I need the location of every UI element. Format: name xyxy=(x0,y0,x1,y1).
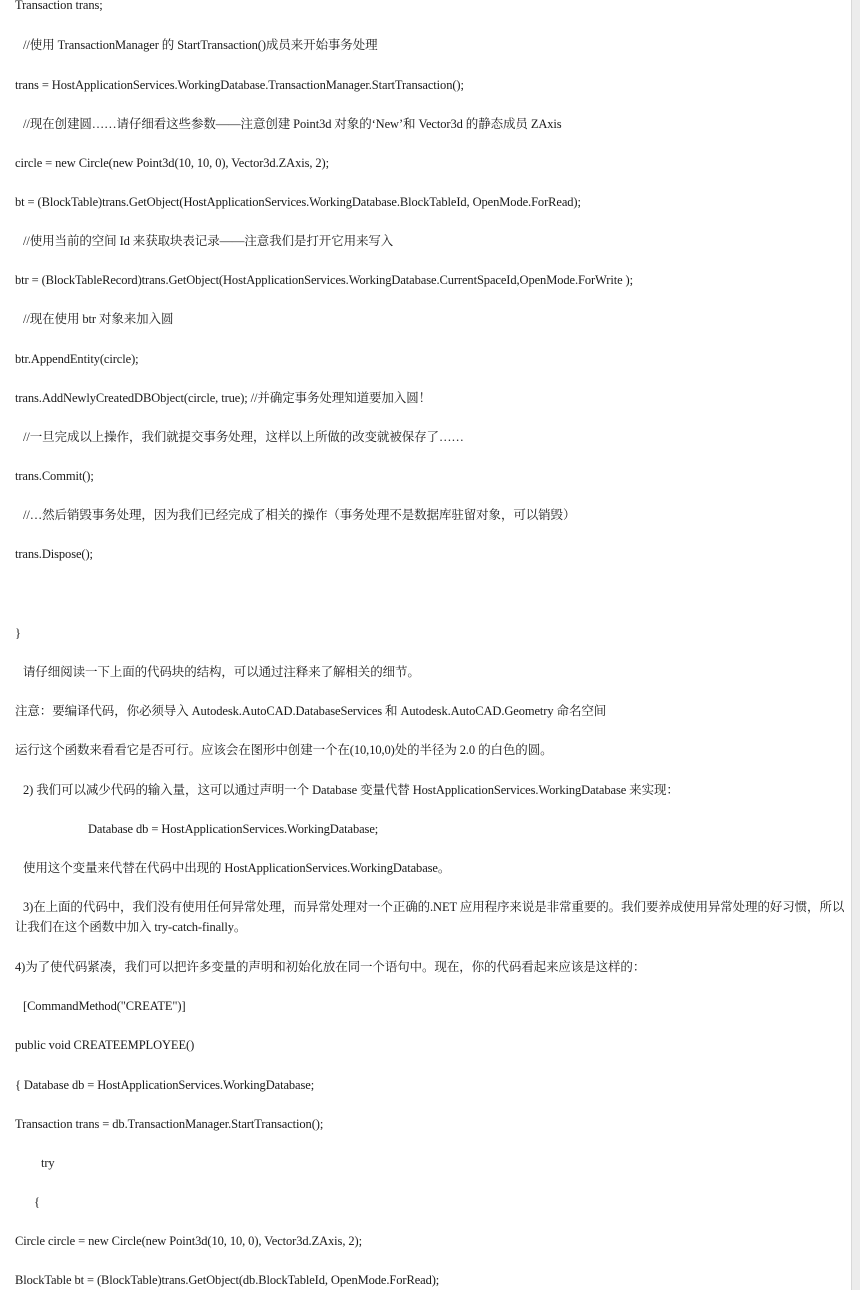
code-comment: //使用 TransactionManager 的 StartTransaction()成员来开始事务处理 xyxy=(23,38,378,52)
code-line: bt = (BlockTable)trans.GetObject(HostApplicationServices.WorkingDatabase.BlockTableId, OpenMode.ForRead); xyxy=(15,195,581,209)
code-line: trans = HostApplicationServices.WorkingDatabase.TransactionManager.StartTransaction(); xyxy=(15,78,464,92)
code-line: Transaction trans = db.TransactionManager.StartTransaction(); xyxy=(15,1117,324,1131)
code-line: try xyxy=(41,1156,55,1170)
code-comment: //一旦完成以上操作，我们就提交事务处理，这样以上所做的改变就被保存了…… xyxy=(23,430,464,444)
step-paragraph: 3)在上面的代码中，我们没有使用任何异常处理，而异常处理对一个正确的.NET 应用程序来说是非常重要的。我们要养成使用异常处理的好习惯，所以让我们在这个函数中加入 try-catch-finally。 xyxy=(15,900,845,934)
code-line: btr = (BlockTableRecord)trans.GetObject(HostApplicationServices.WorkingDatabase.CurrentSpaceId,OpenMode.ForWrite ); xyxy=(15,273,633,287)
body-text: 请仔细阅读一下上面的代码块的结构，可以通过注释来了解相关的细节。 xyxy=(23,665,420,679)
code-line: btr.AppendEntity(circle); xyxy=(15,352,139,366)
code-line: trans.Commit(); xyxy=(15,469,94,483)
code-comment: //使用当前的空间 Id 来获取块表记录——注意我们是打开它用来写入 xyxy=(23,234,394,248)
note-text: 注意：要编译代码，你必须导入 Autodesk.AutoCAD.DatabaseServices 和 Autodesk.AutoCAD.Geometry 命名空间 xyxy=(15,704,607,718)
code-line: { Database db = HostApplicationServices.WorkingDatabase; xyxy=(15,1078,315,1092)
code-line: Transaction trans; xyxy=(15,0,103,12)
code-line: BlockTable bt = (BlockTable)trans.GetObject(db.BlockTableId, OpenMode.ForRead); xyxy=(15,1273,440,1287)
code-line: } xyxy=(15,626,21,640)
code-line: Database db = HostApplicationServices.WorkingDatabase; xyxy=(88,822,379,836)
scrollbar[interactable] xyxy=(851,0,860,1290)
code-line: Circle circle = new Circle(new Point3d(10, 10, 0), Vector3d.ZAxis, 2); xyxy=(15,1234,362,1248)
code-line: { xyxy=(34,1195,40,1209)
code-line: trans.AddNewlyCreatedDBObject(circle, true); //并确定事务处理知道要加入圆！ xyxy=(15,391,432,405)
code-comment: //现在使用 btr 对象来加入圆 xyxy=(23,312,174,326)
step-text: 4)为了使代码紧凑，我们可以把许多变量的声明和初始化放在同一个语句中。现在，你的代码看起来应该是这样的： xyxy=(15,960,646,974)
code-line: circle = new Circle(new Point3d(10, 10, 0), Vector3d.ZAxis, 2); xyxy=(15,156,329,170)
step-text: 2) 我们可以减少代码的输入量，这可以通过声明一个 Database 变量代替 HostApplicationServices.WorkingDatabase 来实现： xyxy=(23,783,679,797)
code-line: trans.Dispose(); xyxy=(15,547,93,561)
body-text: 使用这个变量来代替在代码中出现的 HostApplicationServices.WorkingDatabase。 xyxy=(23,861,451,875)
code-line: [CommandMethod("CREATE")] xyxy=(23,999,186,1013)
code-line: public void CREATEEMPLOYEE() xyxy=(15,1038,195,1052)
body-text: 运行这个函数来看看它是否可行。应该会在图形中创建一个在(10,10,0)处的半径为 2.0 的白色的圆。 xyxy=(15,743,553,757)
code-comment: //…然后销毁事务处理，因为我们已经完成了相关的操作（事务处理不是数据库驻留对象，可以销毁） xyxy=(23,508,576,522)
code-comment: //现在创建圆……请仔细看这些参数——注意创建 Point3d 对象的‘New’和 Vector3d 的静态成员 ZAxis xyxy=(23,117,562,131)
